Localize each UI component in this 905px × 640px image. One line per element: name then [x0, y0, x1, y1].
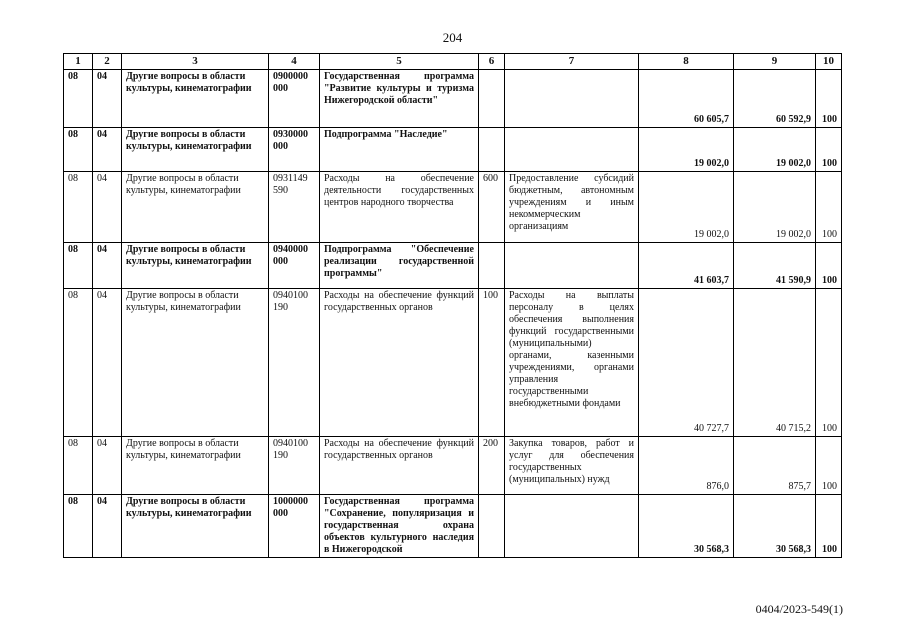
header-row	[64, 54, 842, 70]
cell-execution-percent: 100	[816, 495, 842, 558]
cell-activity-name: Другие вопросы в области культуры, кинематографии	[122, 495, 269, 558]
cell-activity-name: Другие вопросы в области культуры, кинематографии	[122, 70, 269, 128]
cell-kind-code	[479, 243, 505, 289]
table-row	[64, 172, 842, 243]
cell-execution-percent: 100	[816, 289, 842, 437]
table-row	[64, 437, 842, 495]
cell-execution-percent: 100	[816, 437, 842, 495]
column-header-8: 8	[639, 54, 734, 70]
cell-planned-amount: 40 727,7	[639, 289, 734, 437]
column-header-10: 10	[816, 54, 842, 70]
cell-expense-name: Государственная программа "Сохранение, популяризация и государственная охрана объектов культурного наследия в Нижегородской	[320, 495, 479, 558]
cell-expense-name: Расходы на обеспечение функций государственных органов	[320, 289, 479, 437]
cell-executed-amount: 60 592,9	[734, 70, 816, 128]
cell-kind-name: Расходы на выплаты персоналу в целях обеспечения выполнения функций государственными (муниципальными) органами, казенными учреждениями, органами управления государственными внебюджетными фондами	[505, 289, 639, 437]
cell-section: 08	[64, 289, 93, 437]
cell-section: 08	[64, 172, 93, 243]
cell-expense-name: Расходы на обеспечение деятельности государственных центров народного творчества	[320, 172, 479, 243]
cell-target-code: 0940100 190	[269, 289, 320, 437]
cell-activity-name: Другие вопросы в области культуры, кинематографии	[122, 243, 269, 289]
cell-subsection: 04	[93, 243, 122, 289]
table-row	[64, 70, 842, 128]
cell-expense-name: Государственная программа "Развитие культуры и туризма Нижегородской области"	[320, 70, 479, 128]
cell-executed-amount: 41 590,9	[734, 243, 816, 289]
cell-activity-name: Другие вопросы в области культуры, кинематографии	[122, 128, 269, 172]
cell-kind-name	[505, 70, 639, 128]
page-number: 204	[442, 30, 463, 45]
cell-subsection: 04	[93, 437, 122, 495]
column-header-9: 9	[734, 54, 816, 70]
cell-subsection: 04	[93, 172, 122, 243]
cell-planned-amount: 876,0	[639, 437, 734, 495]
column-header-5: 5	[320, 54, 479, 70]
cell-target-code: 0900000 000	[269, 70, 320, 128]
cell-kind-code	[479, 128, 505, 172]
cell-activity-name: Другие вопросы в области культуры, кинематографии	[122, 172, 269, 243]
cell-section: 08	[64, 495, 93, 558]
table-row	[64, 289, 842, 437]
cell-kind-name: Предоставление субсидий бюджетным, автономным учреждениям и иным некоммерческим организациям	[505, 172, 639, 243]
cell-kind-code	[479, 495, 505, 558]
cell-execution-percent: 100	[816, 128, 842, 172]
cell-executed-amount: 19 002,0	[734, 128, 816, 172]
column-header-4: 4	[269, 54, 320, 70]
cell-subsection: 04	[93, 128, 122, 172]
cell-section: 08	[64, 128, 93, 172]
cell-execution-percent: 100	[816, 243, 842, 289]
column-header-7: 7	[505, 54, 639, 70]
cell-planned-amount: 41 603,7	[639, 243, 734, 289]
cell-activity-name: Другие вопросы в области культуры, кинематографии	[122, 437, 269, 495]
cell-executed-amount: 30 568,3	[734, 495, 816, 558]
cell-executed-amount: 19 002,0	[734, 172, 816, 243]
table-row	[64, 495, 842, 558]
cell-subsection: 04	[93, 70, 122, 128]
cell-executed-amount: 875,7	[734, 437, 816, 495]
cell-section: 08	[64, 70, 93, 128]
column-header-6: 6	[479, 54, 505, 70]
cell-expense-name: Подпрограмма "Наследие"	[320, 128, 479, 172]
cell-target-code: 0940100 190	[269, 437, 320, 495]
column-header-3: 3	[122, 54, 269, 70]
cell-expense-name: Расходы на обеспечение функций государственных органов	[320, 437, 479, 495]
cell-section: 08	[64, 437, 93, 495]
cell-expense-name: Подпрограмма "Обеспечение реализации государственной программы"	[320, 243, 479, 289]
cell-kind-code: 200	[479, 437, 505, 495]
cell-kind-name	[505, 495, 639, 558]
cell-planned-amount: 30 568,3	[639, 495, 734, 558]
cell-executed-amount: 40 715,2	[734, 289, 816, 437]
cell-target-code: 1000000 000	[269, 495, 320, 558]
table-row	[64, 128, 842, 172]
cell-activity-name: Другие вопросы в области культуры, кинематографии	[122, 289, 269, 437]
cell-planned-amount: 60 605,7	[639, 70, 734, 128]
table-row	[64, 243, 842, 289]
column-header-2: 2	[93, 54, 122, 70]
cell-kind-name	[505, 243, 639, 289]
budget-table	[63, 53, 842, 558]
cell-execution-percent: 100	[816, 172, 842, 243]
cell-execution-percent: 100	[816, 70, 842, 128]
column-header-1: 1	[64, 54, 93, 70]
document-code: 0404/2023-549(1)	[755, 602, 843, 616]
cell-kind-code: 100	[479, 289, 505, 437]
cell-kind-name	[505, 128, 639, 172]
cell-planned-amount: 19 002,0	[639, 172, 734, 243]
cell-subsection: 04	[93, 495, 122, 558]
cell-subsection: 04	[93, 289, 122, 437]
cell-kind-code	[479, 70, 505, 128]
cell-kind-code: 600	[479, 172, 505, 243]
cell-target-code: 0930000 000	[269, 128, 320, 172]
cell-section: 08	[64, 243, 93, 289]
cell-kind-name: Закупка товаров, работ и услуг для обеспечения государственных (муниципальных) нужд	[505, 437, 639, 495]
cell-planned-amount: 19 002,0	[639, 128, 734, 172]
cell-target-code: 0940000 000	[269, 243, 320, 289]
cell-target-code: 0931149 590	[269, 172, 320, 243]
